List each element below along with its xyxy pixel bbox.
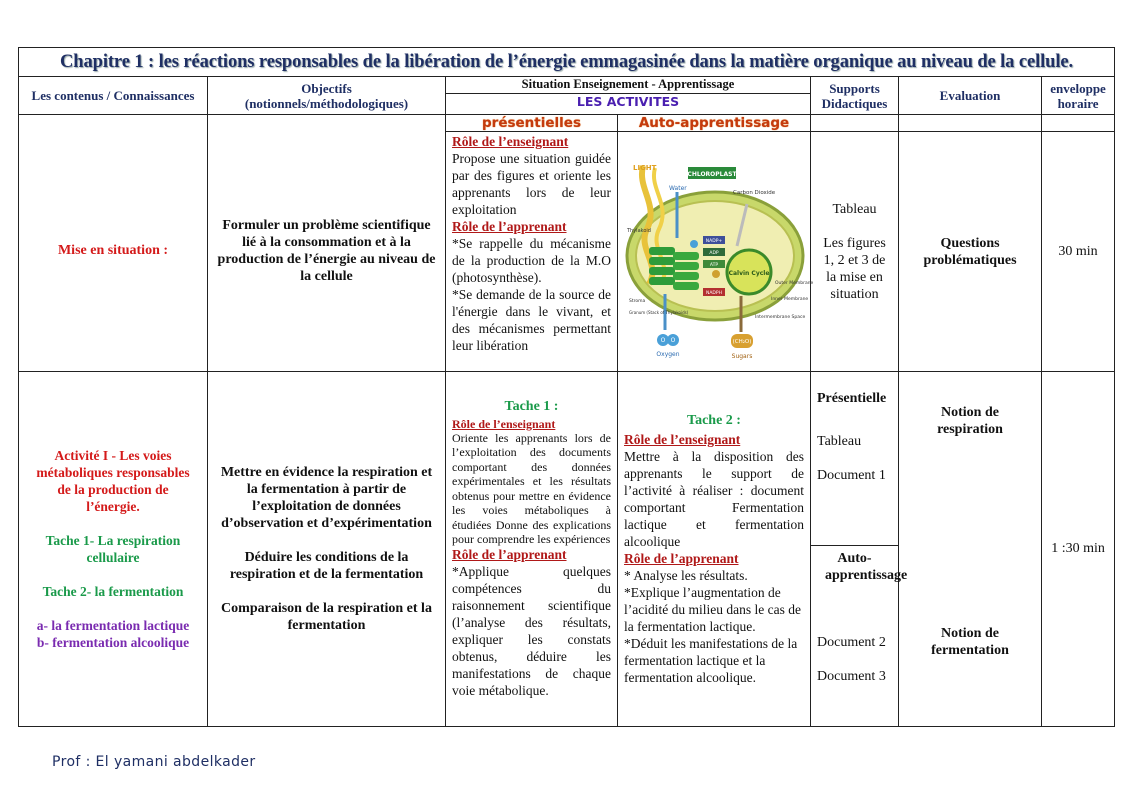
row2-obj1: Mettre en évidence la respiration et la fermentation à partir de l’exploitation de données d’observation et d’expérimentation [220, 465, 433, 531]
row2-t2-app-2: *Explique l’augmentation de l’acidité du milieu dans le cas de la fermentation lactique. [624, 584, 801, 634]
header-objectifs: Objectifs (notionnels/méthodologiques) [208, 77, 446, 115]
fig-carbon-dioxide: Carbon Dioxide [733, 189, 776, 196]
row2-t1-role-apprenant: Rôle de l’apprenant [452, 547, 567, 563]
row2-contenu [19, 372, 208, 727]
row2-t2-app-3: *Déduit les manifestations de la fermentation lactique et la fermentation alcoolique. [624, 635, 798, 685]
fig-nadph: NADPH [705, 290, 723, 296]
row2-sup-doc1: Document 1 [817, 468, 886, 483]
fig-water: Water [669, 184, 687, 192]
fig-o2: O [670, 336, 676, 344]
row1-presentielle [446, 132, 618, 372]
row2-tache2: Tache 2- la fermentation [42, 584, 184, 599]
row1-enseignant-text: Propose une situation guidée par des figures et oriente les apprenants lors de leur exploitation [452, 151, 611, 217]
row1-role-enseignant: Rôle de l’enseignant [452, 134, 569, 149]
fig-o1: O [660, 336, 666, 344]
row1-apprenant-text-2: *Se demande de la source de l'énergie dans le vivant, et des mécanismes permettant leur libération [452, 287, 611, 353]
row2-t1-title: Tache 1 : [504, 398, 559, 414]
header-activites: LES ACTIVITES [576, 94, 680, 109]
row2-t2-role-apprenant: Rôle de l’apprenant [624, 550, 739, 566]
row1-objectif: Formuler un problème scientifique lié à la consommation et à la production de l’énergie au niveau de la cellule [208, 132, 446, 372]
fig-outer: Outer Membrane [775, 280, 814, 286]
row2-eval-respiration: Notion de respiration [937, 405, 1003, 437]
row2-t1-enseignant-text: Oriente les apprenants lors de l’exploitation des documents comportant des données expérimentales et les résultats obtenus pour mettre en évidence les voies métaboliques à étudiées Donne des explications pour comprendre les expériences [452, 431, 611, 546]
row2-objectifs [208, 372, 446, 727]
row2-evaluation [899, 372, 1042, 727]
fig-intermembrane: Intermembrane Space [755, 314, 806, 320]
fig-inner: Inner Membrane [771, 296, 809, 302]
fig-nadp: NADP+ [705, 238, 723, 244]
row2-presentielle [446, 372, 618, 727]
row2-eval-fermentation: Notion de fermentation [931, 626, 1009, 658]
header-presentielles: présentielles [446, 115, 618, 132]
row2-obj3: Comparaison de la respiration et la fermentation [221, 601, 432, 633]
row2-activite: Activité I - Les voies métaboliques responsables de la production de l’énergie. [36, 448, 190, 514]
header-contenus: Les contenus / Connaissances [19, 77, 208, 115]
row1-auto-figure [618, 132, 814, 372]
row1-supports-tableau: Tableau [832, 201, 877, 217]
row2-supports-auto [811, 546, 908, 685]
row2-t1-role-enseignant: Rôle de l’enseignant [452, 416, 556, 431]
fig-stroma: Stroma [629, 298, 646, 304]
row2-sup-doc3: Document 3 [817, 669, 886, 684]
row2-auto [618, 372, 811, 727]
fig-calvin: Calvin Cycle [728, 269, 770, 277]
fig-chloroplast: CHLOROPLAST [687, 170, 737, 178]
fig-sugars: Sugars [731, 352, 753, 360]
row2-duree: 1 :30 min [1042, 372, 1115, 727]
row1-contenu: Mise en situation : [19, 132, 208, 372]
row2-sup-doc2: Document 2 [817, 635, 886, 650]
row1-supports-figures: Les figures 1, 2 et 3 de la mise en situation [823, 235, 886, 302]
row2-t2-title: Tache 2 : [687, 412, 741, 428]
row2-sup-presentielle: Présentielle [817, 391, 887, 406]
fig-oxygen: Oxygen [656, 350, 680, 358]
row2-sub-b: b- fermentation alcoolique [36, 635, 190, 650]
row1-role-apprenant: Rôle de l’apprenant [452, 219, 567, 234]
main-table [18, 47, 1115, 727]
row1-evaluation: Questions problématiques [899, 132, 1042, 372]
fig-atp: ATP [709, 262, 719, 268]
footer-author: Prof : El yamani abdelkader [52, 754, 256, 770]
page-title: Chapitre 1 : les réactions responsables de la libération de l’énergie emmagasinée dans la matière organique au niveau de la cellule. [19, 48, 1115, 77]
header-situation [446, 77, 811, 115]
row2-sub-a: a- la fermentation lactique [36, 618, 190, 633]
row2-supports [811, 372, 908, 727]
header-auto-apprentissage: Auto-apprentissage [618, 115, 811, 132]
header-supports: Supports Didactiques [811, 77, 899, 115]
row2-t2-app-1: * Analyse les résultats. [624, 567, 748, 583]
row1-supports [811, 132, 899, 372]
fig-granum: Granum (Stack of Thylakoids) [629, 309, 689, 315]
row2-supports-presentielle [811, 372, 898, 546]
row2-tache1: Tache 1- La respiration cellulaire [45, 533, 181, 565]
row2-t1-apprenant-text: *Applique quelques compétences du raisonnement scientifique (l’analyse des résultats, expliquer les constats obtenus, déduire les manifestations de chaque voie métabolique. [452, 564, 611, 699]
fig-light: LIGHT [633, 163, 657, 172]
lesson-plan-table [18, 47, 1114, 730]
row2-t2-enseignant-text: Mettre à la disposition des apprenants le support de l’activité à réaliser : document comportant Fermentation lactique et fermentation alcoolique [624, 448, 804, 549]
row2-sup-auto: Auto-apprentissage [825, 551, 908, 583]
row1-duree: 30 min [1042, 132, 1115, 372]
header-situation-label: Situation Enseignement - Apprentissage [446, 77, 810, 94]
granum-stack [649, 247, 699, 290]
row1-apprenant-text-1: *Se rappelle du mécanisme de la production de la M.O (photosynthèse). [452, 236, 611, 285]
row2-obj2: Déduire les conditions de la respiration et de la fermentation [229, 550, 424, 582]
fig-ch2o: (CH₂O) [732, 338, 752, 345]
fig-thylakoid: Thylakoid [627, 227, 651, 234]
row2-sup-tableau: Tableau [817, 434, 862, 449]
row2-t2-role-enseignant: Rôle de l’enseignant [624, 431, 741, 447]
chloroplast-diagram [619, 134, 814, 370]
fig-adp: ADP [709, 250, 719, 256]
header-enveloppe: enveloppe horaire [1042, 77, 1115, 115]
header-evaluation: Evaluation [899, 77, 1042, 115]
